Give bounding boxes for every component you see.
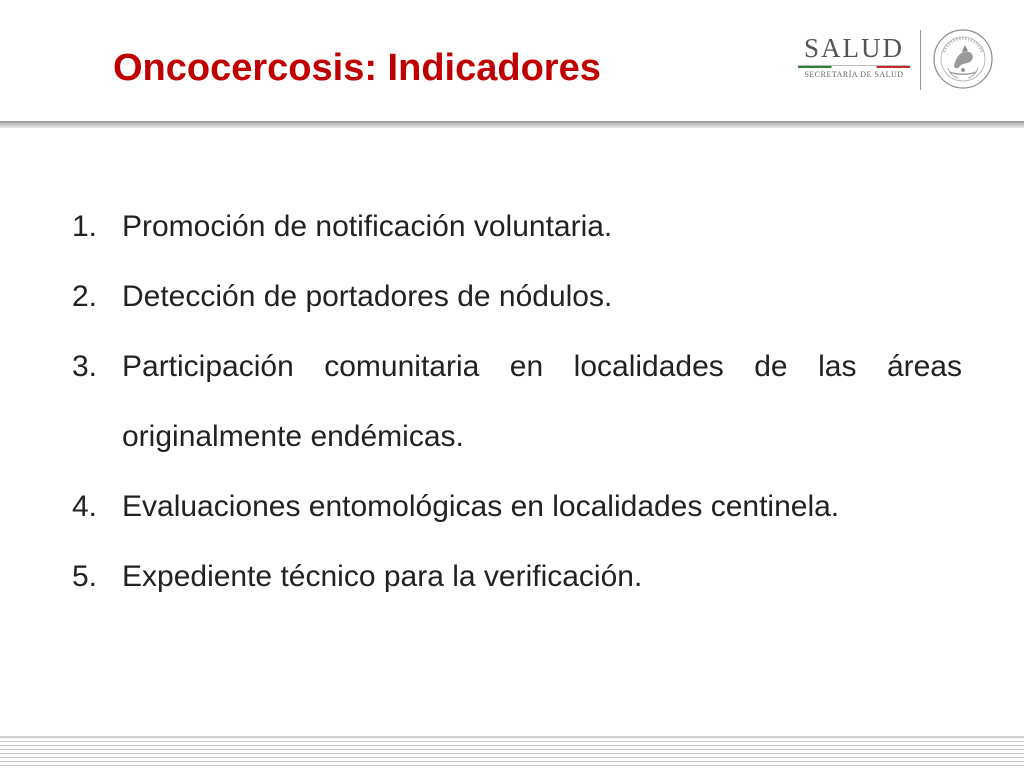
list-item xyxy=(72,192,962,262)
secretaria-subtitle: SECRETARÍA DE SALUD xyxy=(804,70,904,79)
logo-divider xyxy=(920,30,921,90)
header-divider xyxy=(0,121,1024,128)
list-item-number: 5. xyxy=(72,560,98,593)
list-item-text: Participación comunitaria en localidades de las áreas originalmente endémicas. xyxy=(122,350,962,453)
list-item-number: 1. xyxy=(72,210,98,243)
indicator-list xyxy=(72,192,962,612)
list-item-text: Detección de portadores de nódulos. xyxy=(122,280,613,313)
tricolor-line xyxy=(798,65,910,68)
list-item xyxy=(72,332,962,472)
list-item xyxy=(72,472,962,542)
list-item-text: Promoción de notificación voluntaria. xyxy=(122,210,613,243)
list-item-text: Evaluaciones entomológicas en localidades centinela. xyxy=(122,490,840,523)
slide-title: Oncocercosis: Indicadores xyxy=(113,47,601,89)
list-item xyxy=(72,262,962,332)
footer-stripes xyxy=(0,736,1024,769)
list-item-number: 2. xyxy=(72,280,98,313)
list-item-number: 4. xyxy=(72,490,98,523)
salud-logo xyxy=(788,28,998,92)
list-item-text: Expediente técnico para la verificación. xyxy=(122,560,643,593)
list-item-number: 3. xyxy=(72,350,98,383)
salud-wordmark xyxy=(798,34,910,79)
salud-wordmark-text: SALUD xyxy=(803,33,904,63)
list-item xyxy=(72,542,962,612)
mexican-coat-of-arms-icon xyxy=(932,28,994,90)
